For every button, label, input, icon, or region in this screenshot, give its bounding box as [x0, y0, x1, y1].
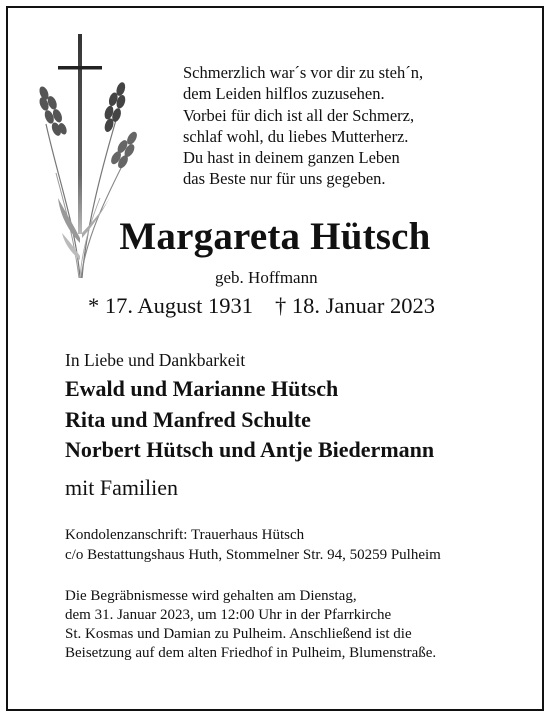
- condolence-line: Kondolenzanschrift: Trauerhaus Hütsch: [65, 527, 305, 543]
- poem-line: dem Leiden hilflos zuzusehen.: [183, 84, 385, 104]
- condolence-address: [65, 526, 441, 565]
- obituary-notice: [6, 6, 544, 711]
- service-details: [65, 587, 436, 663]
- families-note: mit Familien: [65, 475, 179, 500]
- death-date: † 18. Januar 2023: [275, 293, 435, 318]
- mourner-name: Norbert Hütsch und Antje Biedermann: [65, 437, 435, 463]
- poem-line: Schmerzlich war´s vor dir zu steh´n,: [183, 63, 424, 82]
- service-line: St. Kosmas und Damian zu Pulheim. Anschließend ist die: [65, 626, 412, 642]
- mourner-name: Ewald und Marianne Hütsch: [65, 376, 339, 401]
- service-line: Beisetzung auf dem alten Friedhof in Pulheim, Blumenstraße.: [65, 645, 437, 661]
- condolence-line: c/o Bestattungshaus Huth, Stommelner Str. 94, 50259 Pulheim: [65, 546, 441, 563]
- mourners-list: [65, 374, 434, 466]
- service-line: dem 31. Januar 2023, um 12:00 Uhr in der Pfarrkirche: [65, 607, 392, 623]
- poem-line: schlaf wohl, du liebes Mutterherz.: [183, 126, 409, 146]
- maiden-name: geb. Hoffmann: [215, 268, 318, 287]
- deceased-name: Margareta Hütsch: [119, 215, 431, 258]
- birth-date: * 17. August 1931: [88, 293, 254, 318]
- poem-line: Du hast in deinem ganzen Leben: [183, 148, 400, 168]
- mourner-name: Rita und Manfred Schulte: [65, 406, 311, 432]
- mourners-intro: In Liebe und Dankbarkeit: [65, 350, 246, 370]
- poem: [183, 62, 423, 190]
- service-line: Die Begräbnismesse wird gehalten am Dienstag,: [65, 588, 357, 604]
- life-dates: [88, 293, 435, 319]
- poem-line: Vorbei für dich ist all der Schmerz,: [183, 105, 415, 125]
- poem-line: das Beste nur für uns gegeben.: [183, 169, 386, 189]
